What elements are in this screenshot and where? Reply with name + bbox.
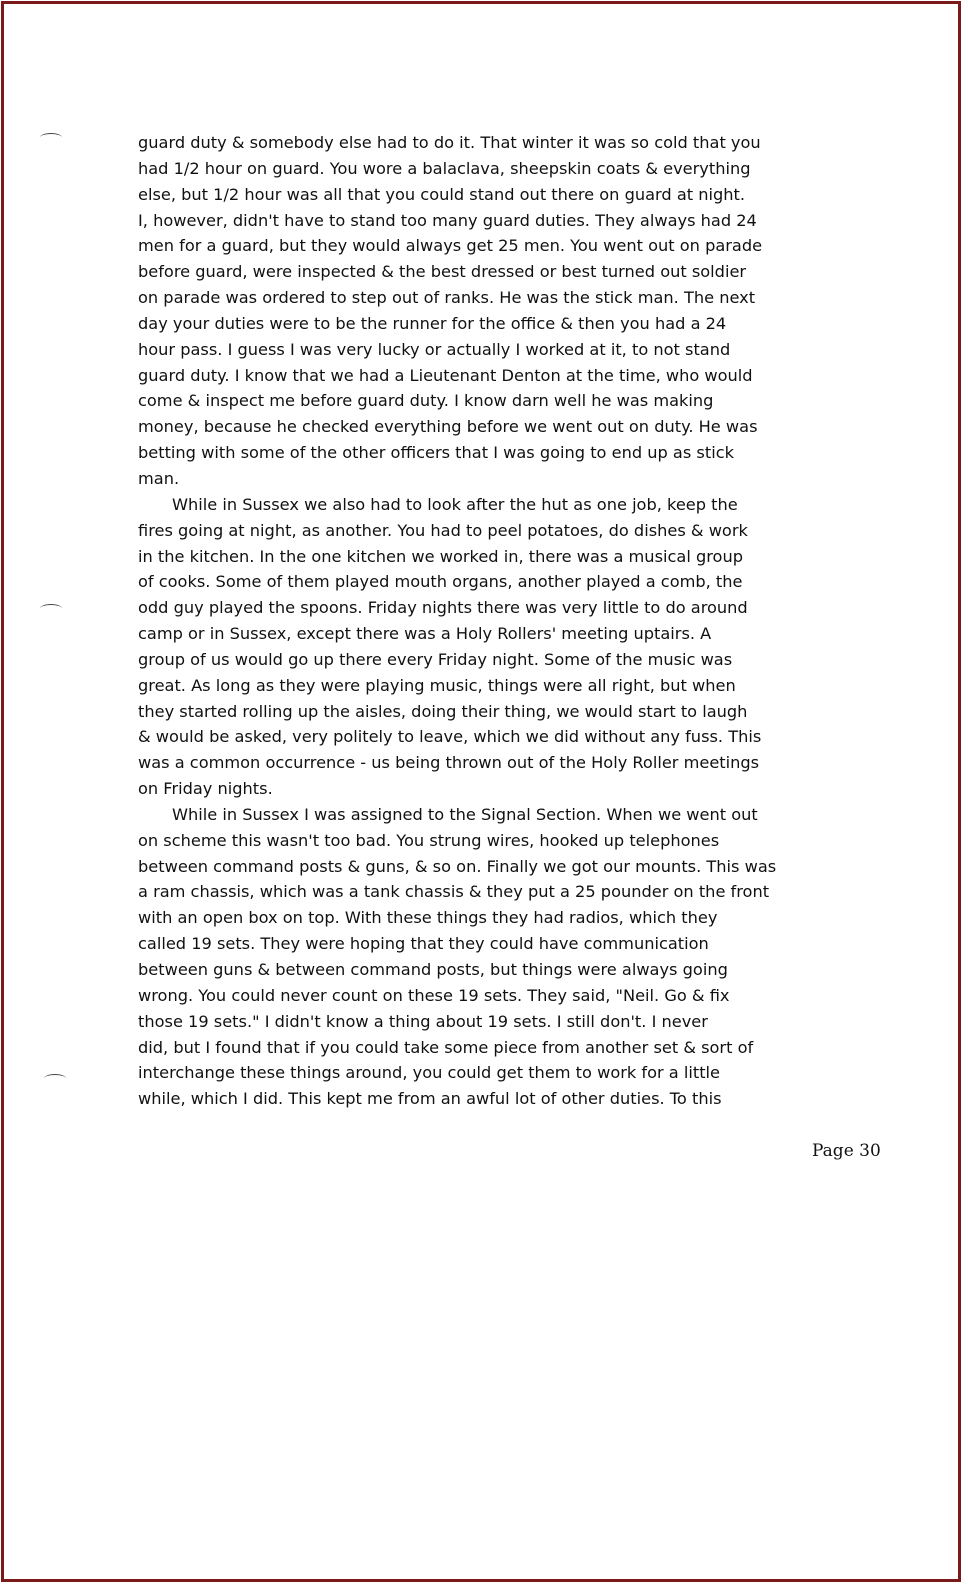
text-line: & would be asked, very politely to leave, which we did without any fuss. This [138,727,762,747]
text-line: come & inspect me before guard duty. I know darn well he was making [138,391,714,411]
text-line: day your duties were to be the runner for the office & then you had a 24 [138,313,727,333]
paragraph [138,492,814,802]
text-line: with an open box on top. With these things they had radios, which they [138,908,718,928]
text-line: else, but 1/2 hour was all that you could stand out there on guard at night. [138,184,746,204]
text-line: on parade was ordered to step out of ranks. He was the stick man. The next [138,288,756,308]
text-line: of cooks. Some of them played mouth organs, another played a comb, the [138,572,743,592]
text-line: in the kitchen. In the one kitchen we worked in, there was a musical group [138,546,743,566]
text-line: money, because he checked everything before we went out on duty. He was [138,417,758,437]
text-line: man. [138,468,180,488]
punch-hole-mark-top [40,133,62,142]
text-line: hour pass. I guess I was very lucky or actually I worked at it, to not stand [138,339,731,359]
punch-hole-mark-middle [40,604,62,613]
text-line: guard duty. I know that we had a Lieutenant Denton at the time, who would [138,365,753,385]
text-line: group of us would go up there every Friday night. Some of the music was [138,649,733,669]
text-line: men for a guard, but they would always get 25 men. You went out on parade [138,236,763,256]
text-line: camp or in Sussex, except there was a Holy Rollers' meeting uptairs. A [138,624,712,644]
text-line: those 19 sets." I didn't know a thing about 19 sets. I still don't. I never [138,1011,708,1031]
text-line: on Friday nights. [138,779,273,799]
paragraph [138,130,814,492]
text-line: did, but I found that if you could take some piece from another set & sort of [138,1037,754,1057]
text-line: while, which I did. This kept me from an awful lot of other duties. To this [138,1089,722,1109]
text-line: between command posts & guns, & so on. Finally we got our mounts. This was [138,856,777,876]
document-body [138,130,814,1112]
text-line: a ram chassis, which was a tank chassis & they put a 25 pounder on the front [138,882,770,902]
punch-hole-mark-bottom [44,1074,66,1083]
page-number: Page 30 [812,1141,881,1161]
text-line: While in Sussex we also had to look after the hut as one job, keep the [172,494,738,514]
text-line: before guard, were inspected & the best dressed or best turned out soldier [138,262,747,282]
text-line: fires going at night, as another. You had to peel potatoes, do dishes & work [138,520,748,540]
text-line: great. As long as they were playing music, things were all right, but when [138,675,736,695]
text-line: guard duty & somebody else had to do it. That winter it was so cold that you [138,133,761,152]
paragraph [138,802,814,1112]
text-line: interchange these things around, you could get them to work for a little [138,1063,721,1083]
text-line: odd guy played the spoons. Friday nights there was very little to do around [138,598,748,618]
text-line: they started rolling up the aisles, doing their thing, we would start to laugh [138,701,748,721]
text-line: between guns & between command posts, but things were always going [138,960,728,979]
text-line: on scheme this wasn't too bad. You strung wires, hooked up telephones [138,830,720,850]
text-line: betting with some of the other officers that I was going to end up as stick [138,443,734,463]
text-line: While in Sussex I was assigned to the Signal Section. When we went out [172,804,758,824]
text-line: had 1/2 hour on guard. You wore a balaclava, sheepskin coats & everything [138,158,751,178]
text-line: was a common occurrence - us being thrown out of the Holy Roller meetings [138,753,760,773]
text-line: wrong. You could never count on these 19 sets. They said, "Neil. Go & fix [138,985,730,1005]
text-line: called 19 sets. They were hoping that they could have communication [138,934,709,954]
text-line: I, however, didn't have to stand too many guard duties. They always had 24 [138,210,757,230]
